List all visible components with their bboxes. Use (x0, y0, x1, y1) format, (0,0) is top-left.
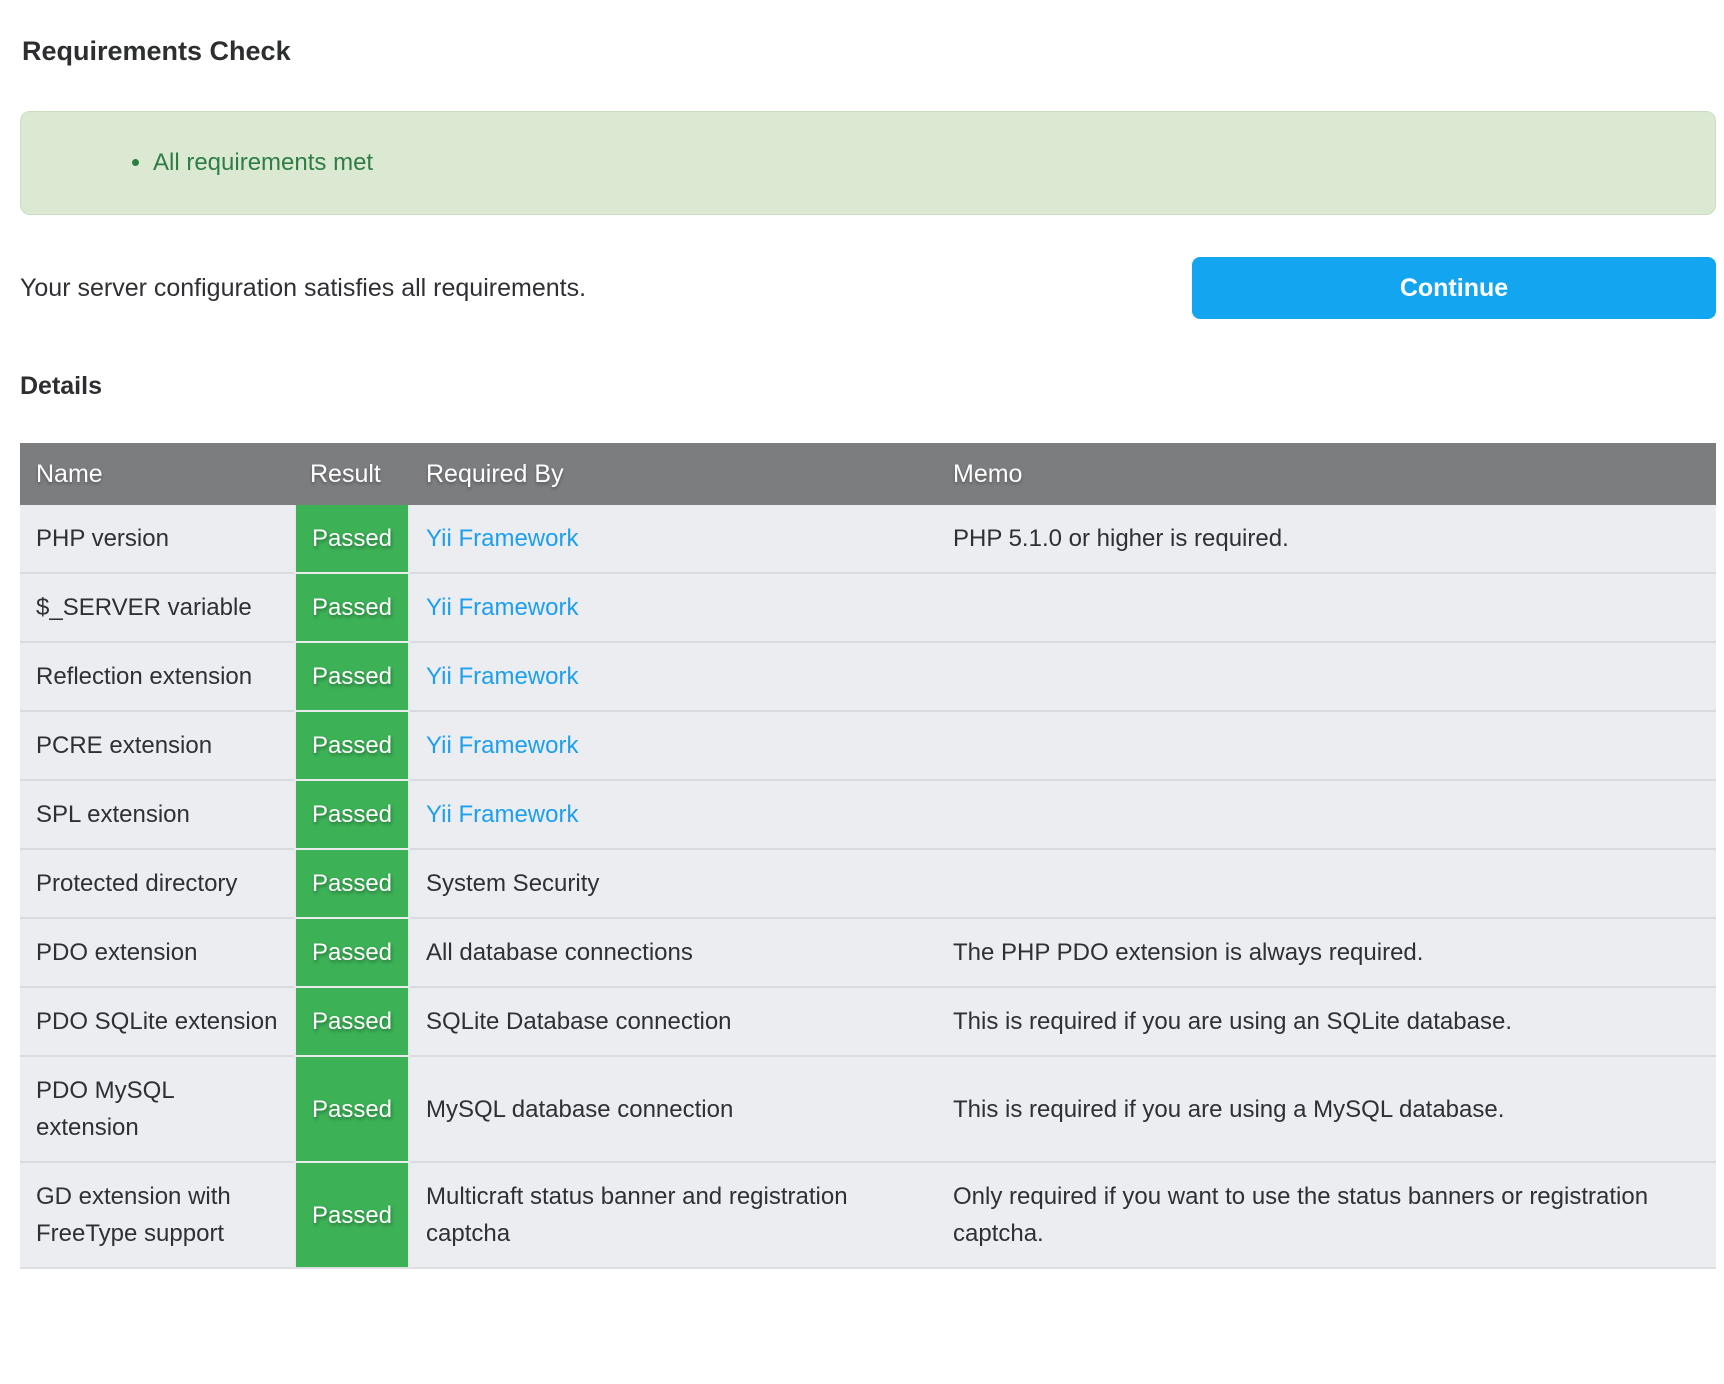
passed-badge: Passed (294, 848, 410, 917)
cell-memo (937, 779, 1716, 848)
cell-memo (937, 710, 1716, 779)
passed-badge: Passed (294, 917, 410, 986)
cell-required-by: System Security (410, 848, 937, 917)
page-container (20, 36, 1716, 1269)
alert-list (41, 148, 1695, 178)
cell-name: PDO SQLite extension (20, 986, 294, 1055)
column-header-memo: Memo (937, 443, 1716, 505)
passed-badge: Passed (294, 779, 410, 848)
passed-badge: Passed (294, 641, 410, 710)
cell-name: SPL extension (20, 779, 294, 848)
passed-badge: Passed (294, 505, 410, 572)
cell-required-by (410, 779, 937, 848)
column-header-result: Result (294, 443, 410, 505)
header-row (20, 443, 1716, 505)
column-header-required-by: Required By (410, 443, 937, 505)
cell-required-by (410, 710, 937, 779)
passed-badge: Passed (294, 1055, 410, 1161)
action-row (20, 257, 1716, 319)
table-row (20, 848, 1716, 917)
table-row (20, 1161, 1716, 1269)
table-row (20, 505, 1716, 572)
cell-memo: This is required if you are using a MySQL database. (937, 1055, 1716, 1161)
cell-memo: This is required if you are using an SQLite database. (937, 986, 1716, 1055)
column-header-name: Name (20, 443, 294, 505)
requirements-table-head (20, 443, 1716, 505)
passed-badge: Passed (294, 710, 410, 779)
cell-name: Protected directory (20, 848, 294, 917)
cell-name: Reflection extension (20, 641, 294, 710)
requirements-table (20, 443, 1716, 1269)
cell-memo: PHP 5.1.0 or higher is required. (937, 505, 1716, 572)
cell-name: PHP version (20, 505, 294, 572)
required-by-link[interactable]: Yii Framework (426, 594, 579, 621)
cell-memo (937, 848, 1716, 917)
cell-name: PDO MySQL extension (20, 1055, 294, 1161)
required-by-link[interactable]: Yii Framework (426, 801, 579, 828)
page-title: Requirements Check (22, 36, 291, 66)
cell-required-by: All database connections (410, 917, 937, 986)
cell-memo: Only required if you want to use the status banners or registration captcha. (937, 1161, 1716, 1269)
table-row (20, 710, 1716, 779)
alert-item: • All requirements met (153, 148, 1695, 178)
requirements-table-body (20, 505, 1716, 1269)
table-row (20, 1055, 1716, 1161)
table-row (20, 779, 1716, 848)
cell-required-by: SQLite Database connection (410, 986, 937, 1055)
continue-button[interactable]: Continue (1192, 257, 1716, 319)
cell-memo (937, 572, 1716, 641)
table-row (20, 572, 1716, 641)
passed-badge: Passed (294, 986, 410, 1055)
cell-name: PDO extension (20, 917, 294, 986)
cell-name: $_SERVER variable (20, 572, 294, 641)
cell-required-by: Multicraft status banner and registration captcha (410, 1161, 937, 1269)
cell-name: PCRE extension (20, 710, 294, 779)
cell-memo: The PHP PDO extension is always required. (937, 917, 1716, 986)
cell-required-by (410, 572, 937, 641)
passed-badge: Passed (294, 572, 410, 641)
cell-name: GD extension with FreeType support (20, 1161, 294, 1269)
passed-badge: Passed (294, 1161, 410, 1269)
required-by-link[interactable]: Yii Framework (426, 732, 579, 759)
table-row (20, 917, 1716, 986)
table-row (20, 986, 1716, 1055)
cell-memo (937, 641, 1716, 710)
summary-text: Your server configuration satisfies all requirements. (20, 273, 587, 302)
cell-required-by (410, 641, 937, 710)
table-row (20, 641, 1716, 710)
cell-required-by: MySQL database connection (410, 1055, 937, 1161)
success-alert (20, 111, 1716, 215)
cell-required-by (410, 505, 937, 572)
required-by-link[interactable]: Yii Framework (426, 525, 579, 552)
details-heading: Details (20, 372, 102, 400)
required-by-link[interactable]: Yii Framework (426, 663, 579, 690)
